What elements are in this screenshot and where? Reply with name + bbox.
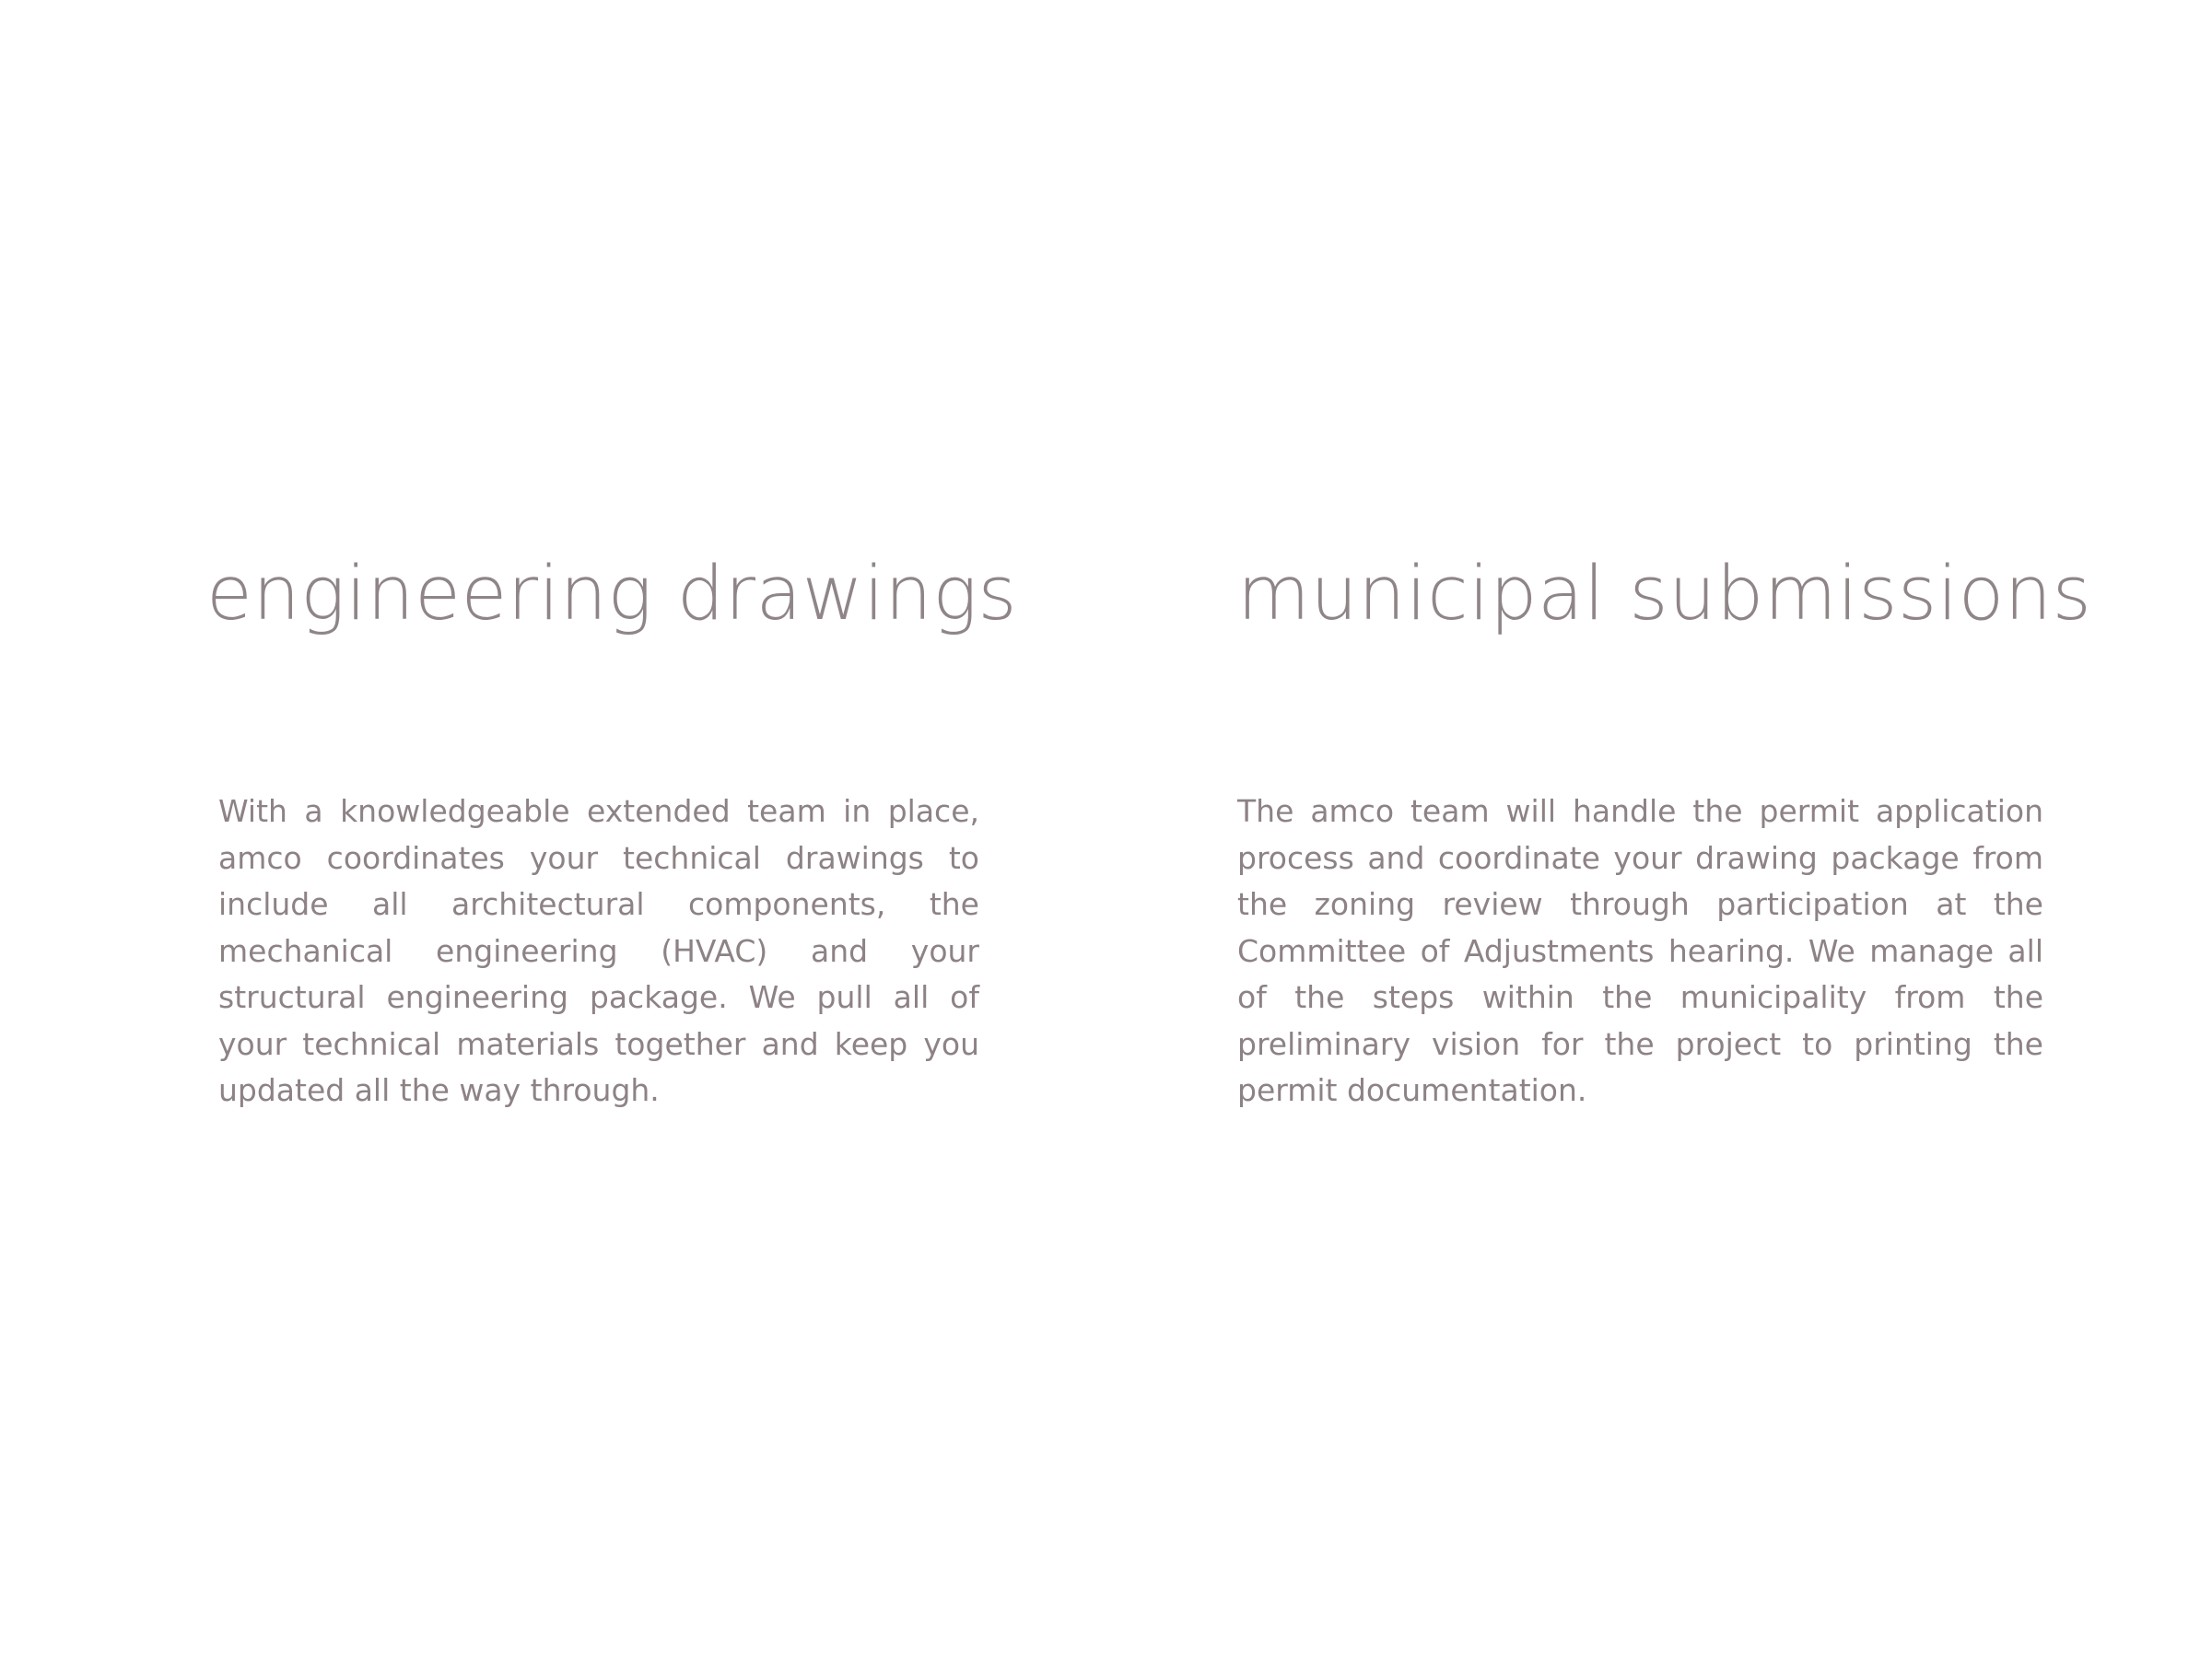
section-heading-municipal-submissions: municipal submissions [1237, 551, 2092, 637]
section-heading-engineering-drawings: engineering drawings [206, 551, 1018, 637]
section-body-engineering-drawings: With a knowledgeable extended team in place, amco coordinates your technical drawings to include all architectural components, the mechanical engineering (HVAC) and your structural engineering package. We pull all of your technical materials together and keep you updated all the way through. [218, 793, 979, 1108]
section-body-municipal-submissions: The amco team will handle the permit application process and coordinate your drawing package from the zoning review through participation at the Committee of Adjustments hearing. We manage all of the steps within the municipality from the preliminary vision for the project to printing the permit documentation. [1237, 793, 2043, 1108]
